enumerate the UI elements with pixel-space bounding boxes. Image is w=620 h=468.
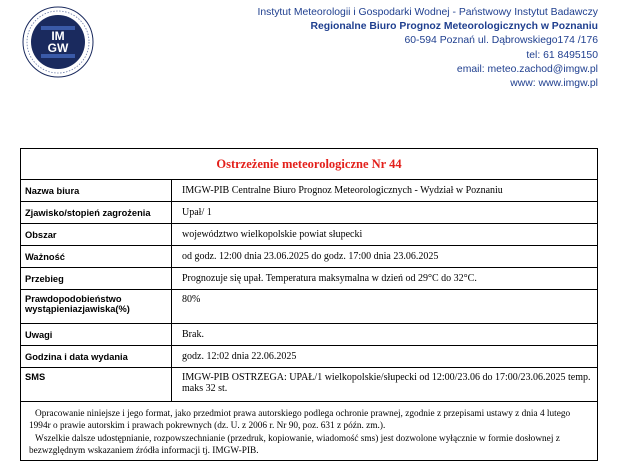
warning-box	[20, 148, 598, 461]
copyright-notice: Opracowanie niniejsze i jego format, jako przedmiot prawa autorskiego podlega ochronie prawnej, zgodnie z przepisami ustawy z dnia 4 lutego 1994r o prawie autorskim i prawach pokrewnych (dz. U. z 2006 r. Nr 90, poz. 631 z późn. zm.).	[29, 409, 571, 432]
logo-text-top: IM	[51, 29, 65, 43]
institute-name: Instytut Meteorologii i Gospodarki Wodnej - Państwowy Instytut Badawczy	[257, 7, 598, 18]
row-value: 80%	[172, 290, 598, 324]
email[interactable]: email: meteo.zachod@imgw.pl	[456, 63, 598, 75]
warning-title: Ostrzeżenie meteorologiczne Nr 44	[216, 157, 402, 171]
website[interactable]: www: www.imgw.pl	[510, 78, 598, 90]
logo-text-bottom: GW	[47, 41, 69, 55]
redistribution-notice: Wszelkie dalsze udostępnianie, rozpowszechnianie (przedruk, kopiowanie, wiadomość sms) jest dozwolone wyłącznie w formie dosłownej z bezwzględnym wskazaniem źródła informacji tj. IMGW-PIB.	[29, 433, 560, 457]
row-key: Zjawisko/stopień zagrożenia	[21, 202, 172, 224]
legal-footer	[21, 401, 597, 461]
row-key: Prawdopodobieństwo wystąpieniazjawiska(%)	[21, 290, 172, 324]
row-key: Godzina i data wydania	[21, 346, 172, 368]
phone: tel: 61 8495150	[526, 49, 598, 61]
address: 60-594 Poznań ul. Dąbrowskiego174 /176	[404, 35, 598, 47]
imgw-logo-icon	[22, 6, 94, 78]
row-key: Przebieg	[21, 268, 172, 290]
row-key: Nazwa biura	[21, 180, 172, 202]
row-value: Brak.	[172, 324, 598, 346]
row-key: Uwagi	[21, 324, 172, 346]
table-row	[21, 224, 597, 246]
table-row	[21, 368, 597, 402]
row-value: IMGW-PIB OSTRZEGA: UPAŁ/1 wielkopolskie/słupecki od 12:00/23.06 do 17:00/23.06.2025 temp. maks 32 st.	[172, 368, 598, 402]
row-value: od godz. 12:00 dnia 23.06.2025 do godz. 17:00 dnia 23.06.2025	[172, 246, 598, 268]
row-key: Ważność	[21, 246, 172, 268]
row-key: Obszar	[21, 224, 172, 246]
table-row	[21, 346, 597, 368]
table-row	[21, 324, 597, 346]
row-key: SMS	[21, 368, 172, 402]
row-value: IMGW-PIB Centralne Biuro Prognoz Meteorologicznych - Wydział w Poznaniu	[172, 180, 598, 202]
row-value: województwo wielkopolskie powiat słupecki	[172, 224, 598, 246]
table-row	[21, 268, 597, 290]
row-value: godz. 12:02 dnia 22.06.2025	[172, 346, 598, 368]
institute-header	[178, 6, 598, 91]
table-row	[21, 202, 597, 224]
office-name: Regionalne Biuro Prognoz Meteorologicznych w Poznaniu	[310, 21, 598, 33]
warning-table	[21, 179, 597, 402]
table-row	[21, 246, 597, 268]
table-row	[21, 290, 597, 324]
row-value: Prognozuje się upał. Temperatura maksymalna w dzień od 29°C do 32°C.	[172, 268, 598, 290]
row-value: Upał/ 1	[172, 202, 598, 224]
table-row	[21, 180, 597, 202]
